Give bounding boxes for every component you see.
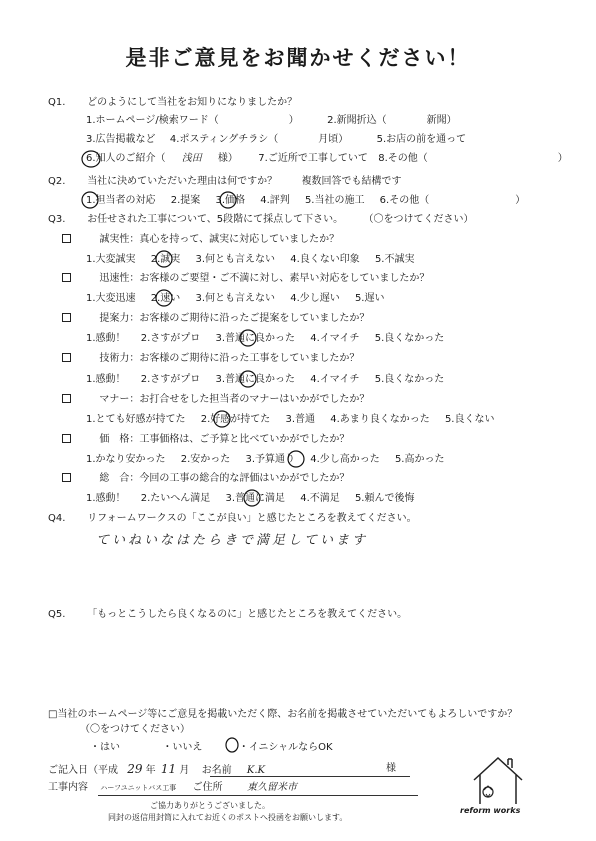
q3-item-5-heading: 価 格：工事価格は、ご予算と比べていかがでしたか？ bbox=[99, 434, 350, 445]
logo-text: reform works bbox=[460, 806, 521, 815]
footer-name[interactable]: K.K bbox=[246, 765, 265, 776]
q1-label: Q1. bbox=[48, 97, 66, 108]
q2-note: 複数回答でも結構です bbox=[301, 176, 402, 187]
q3-row bbox=[48, 214, 474, 226]
q3-item-3-circle-mark bbox=[238, 369, 258, 389]
q1-question: どのようにして当社をお知りになりましたか？ bbox=[87, 97, 298, 108]
footer-work-row bbox=[48, 782, 297, 794]
q1-opt2[interactable]: 2.新聞折込（ bbox=[327, 115, 387, 126]
q3-item-heading bbox=[62, 234, 339, 246]
q3-item-0-opt5[interactable]: 5.不誠実 bbox=[374, 254, 415, 265]
q2-opt5[interactable]: 5.当社の施工 bbox=[304, 195, 365, 206]
q3-item-checkbox[interactable] bbox=[62, 353, 71, 362]
q3-item-options bbox=[86, 333, 444, 345]
consent-initials-circle-mark bbox=[224, 736, 240, 754]
q3-item-checkbox[interactable] bbox=[62, 273, 71, 282]
q2-opt6[interactable]: 6.その他（ bbox=[379, 195, 430, 206]
q3-item-4-opt3[interactable]: 3.普通 bbox=[285, 414, 316, 425]
q2-opt3[interactable]: 3.価格 bbox=[215, 195, 246, 206]
q1-opt3[interactable]: 3.広告掲載など bbox=[86, 134, 156, 145]
footer-sama: 様 bbox=[386, 763, 396, 774]
consent-instruction: （〇をつけてください） bbox=[80, 724, 190, 735]
q3-item-1-opt4[interactable]: 4.少し遅い bbox=[290, 293, 340, 304]
q1-opt5[interactable]: 5.お店の前を通って bbox=[376, 134, 467, 145]
q3-item-0-circle-mark bbox=[154, 249, 174, 269]
q3-item-3-opt3[interactable]: 3.普通に良かった bbox=[215, 374, 296, 385]
q3-item-4-heading: マナー：お打合せをした担当者のマナーはいかがでしたか？ bbox=[99, 394, 370, 405]
q4-answer[interactable]: ていねいなはたらきで満足しています bbox=[96, 533, 369, 548]
q3-item-1-opt1[interactable]: 1.大変迅速 bbox=[86, 293, 136, 304]
q3-item-options bbox=[86, 414, 494, 426]
q3-item-checkbox[interactable] bbox=[62, 434, 71, 443]
q3-item-3-opt1[interactable]: 1.感動！ bbox=[86, 374, 126, 385]
footer-work-label: 工事内容 bbox=[48, 782, 88, 793]
q4-label: Q4. bbox=[48, 513, 66, 524]
q3-item-heading bbox=[62, 434, 349, 446]
q1-options-row2 bbox=[86, 134, 466, 146]
q3-item-2-opt3[interactable]: 3.普通に良かった bbox=[215, 333, 296, 344]
q3-item-2-circle-mark bbox=[238, 328, 258, 348]
consent-no[interactable]: ・いいえ bbox=[162, 742, 203, 753]
q1-opt6-end: 様） bbox=[217, 153, 238, 164]
q5-label: Q5. bbox=[48, 609, 66, 620]
q3-item-checkbox[interactable] bbox=[62, 473, 71, 482]
q2-options bbox=[86, 195, 525, 207]
q3-item-options bbox=[86, 374, 444, 386]
q1-options-row1 bbox=[86, 115, 457, 127]
footer-year[interactable]: 29 bbox=[127, 762, 143, 776]
q3-item-5-opt2[interactable]: 2.安かった bbox=[180, 454, 231, 465]
q3-item-checkbox[interactable] bbox=[62, 313, 71, 322]
q3-item-5-opt4[interactable]: 4.少し高かった bbox=[310, 454, 380, 465]
footer-address[interactable]: 東久留米市 bbox=[247, 782, 298, 793]
q1-opt7[interactable]: 7.ご近所で工事していて bbox=[258, 153, 368, 164]
q3-item-checkbox[interactable] bbox=[62, 234, 71, 243]
q1-row bbox=[48, 97, 297, 109]
q3-item-5-opt5[interactable]: 5.高かった bbox=[394, 454, 445, 465]
q3-item-6-opt3[interactable]: 3.普通に満足 bbox=[225, 493, 286, 504]
q3-item-options bbox=[86, 293, 384, 305]
q1-opt6-circle-mark bbox=[80, 149, 102, 169]
q3-item-4-opt5[interactable]: 5.良くない bbox=[444, 414, 495, 425]
q1-opt2-end: 新聞） bbox=[426, 115, 457, 126]
q3-label: Q3. bbox=[48, 214, 66, 225]
q3-item-5-circle-mark bbox=[286, 449, 306, 469]
q3-item-0-opt2[interactable]: 2.誠実 bbox=[150, 254, 181, 265]
q3-item-3-opt4[interactable]: 4.イマイチ bbox=[310, 374, 360, 385]
q1-opt8-end: ） bbox=[557, 153, 568, 164]
q3-item-5-opt1[interactable]: 1.かなり安かった bbox=[86, 454, 166, 465]
q2-opt1[interactable]: 1.担当者の対応 bbox=[86, 195, 156, 206]
footer-address-underline bbox=[98, 795, 418, 796]
footer-month[interactable]: 11 bbox=[160, 762, 177, 776]
q3-item-3-heading: 技術力：お客様のご期待に沿った工事をしていましたか？ bbox=[99, 353, 360, 364]
q3-item-1-opt5[interactable]: 5.遅い bbox=[354, 293, 385, 304]
q5-question: 「もっとこうしたら良くなるのに」と感じたところを教えてください。 bbox=[87, 609, 408, 620]
footer-thanks1: ご協力ありがとうございました。 bbox=[150, 801, 270, 810]
q5-row bbox=[48, 609, 407, 621]
q1-opt1[interactable]: 1.ホームページ/検索ワード（ bbox=[86, 115, 219, 126]
q3-item-6-heading: 総 合：今回の工事の総合的な評価はいかがでしたか？ bbox=[99, 473, 350, 484]
q3-item-2-heading: 提案力：お客様のご期待に沿ったご提案をしていましたか？ bbox=[99, 313, 370, 324]
q3-question: お任せされた工事について、5段階にて採点して下さい。 bbox=[87, 214, 344, 225]
q1-opt4[interactable]: 4.ポスティングチラシ（ bbox=[169, 134, 279, 145]
footer-date-row bbox=[48, 763, 265, 777]
q3-item-4-circle-mark bbox=[212, 409, 232, 429]
q1-opt6[interactable]: 6.知人のご紹介（ bbox=[86, 153, 166, 164]
q4-row bbox=[48, 513, 417, 525]
q3-item-4-opt4[interactable]: 4.あまり良くなかった bbox=[330, 414, 430, 425]
q4-question: リフォームワークスの「ここが良い」と感じたところを教えてください。 bbox=[87, 513, 417, 524]
q3-item-2-opt4[interactable]: 4.イマイチ bbox=[310, 333, 360, 344]
q3-item-0-opt4[interactable]: 4.良くない印象 bbox=[290, 254, 360, 265]
consent-question: □当社のホームページ等にご意見を掲載いただく際、お名前を掲載させていただいてもよろしいですか？ bbox=[48, 709, 518, 720]
q3-note: （〇をつけてください） bbox=[363, 214, 474, 225]
q3-item-5-opt3[interactable]: 3.予算通り bbox=[245, 454, 296, 465]
q3-item-heading bbox=[62, 394, 369, 406]
q3-item-6-opt2[interactable]: 2.たいへん満足 bbox=[140, 493, 211, 504]
q3-item-heading bbox=[62, 273, 429, 285]
q3-item-checkbox[interactable] bbox=[62, 394, 71, 403]
q2-opt4[interactable]: 4.評判 bbox=[260, 195, 290, 206]
q3-item-6-opt5[interactable]: 5.頼んで後悔 bbox=[354, 493, 415, 504]
q2-opt3-circle-mark bbox=[218, 190, 238, 210]
q3-item-6-opt1[interactable]: 1.感動！ bbox=[86, 493, 126, 504]
q3-item-4-opt2[interactable]: 2.好感が持てた bbox=[200, 414, 271, 425]
q3-item-2-opt5[interactable]: 5.良くなかった bbox=[374, 333, 445, 344]
q3-item-heading bbox=[62, 313, 369, 325]
footer-name-underline bbox=[210, 776, 410, 777]
q3-item-2-opt1[interactable]: 1.感動！ bbox=[86, 333, 126, 344]
footer-month-label: 月 bbox=[179, 765, 190, 776]
footer-date-label: ご記入日（平成 bbox=[48, 765, 118, 776]
q3-item-2-opt2[interactable]: 2.さすがプロ bbox=[140, 333, 201, 344]
q2-opt1-circle-mark bbox=[80, 190, 100, 210]
q3-item-1-circle-mark bbox=[154, 288, 174, 308]
footer-name-label: お名前 bbox=[201, 765, 232, 776]
q3-item-1-opt2[interactable]: 2.速い bbox=[150, 293, 181, 304]
q3-item-4-opt1[interactable]: 1.とても好感が持てた bbox=[86, 414, 186, 425]
q1-opt4-end: 月頃） bbox=[318, 134, 349, 145]
q1-opt1-end: ） bbox=[288, 115, 299, 126]
footer-thanks2: 同封の返信用封筒に入れてお近くのポストへ投函をお願いします。 bbox=[108, 813, 348, 822]
q3-item-heading bbox=[62, 473, 349, 485]
q3-item-3-opt5[interactable]: 5.良くなかった bbox=[374, 374, 445, 385]
page-title: 是非ご意見をお聞かせください！ bbox=[125, 46, 471, 70]
consent-initials[interactable]: ・イニシャルならOK bbox=[238, 742, 333, 753]
q1-opt8[interactable]: 8.その他（ bbox=[378, 153, 428, 164]
q2-opt2[interactable]: 2.提案 bbox=[170, 195, 201, 206]
q3-item-0-opt1[interactable]: 1.大変誠実 bbox=[86, 254, 136, 265]
q3-item-6-circle-mark bbox=[242, 488, 262, 508]
q2-question: 当社に決めていただいた理由は何ですか？ bbox=[87, 176, 278, 187]
footer-address-label: ご住所 bbox=[192, 782, 223, 793]
reform-works-house-logo-icon bbox=[468, 750, 528, 810]
q2-row bbox=[48, 176, 402, 188]
consent-options bbox=[90, 742, 333, 754]
q3-item-6-opt4[interactable]: 4.不満足 bbox=[300, 493, 340, 504]
q2-label: Q2. bbox=[48, 176, 66, 187]
q3-item-1-opt3[interactable]: 3.何とも言えない bbox=[195, 293, 276, 304]
q3-item-1-heading: 迅速性：お客様のご要望・ご不満に対し、素早い対応をしていましたか？ bbox=[99, 273, 430, 284]
q1-options-row3 bbox=[86, 153, 568, 165]
q3-item-3-opt2[interactable]: 2.さすがプロ bbox=[140, 374, 201, 385]
q2-end: ） bbox=[515, 195, 526, 206]
q1-opt6-name: 浅田 bbox=[181, 153, 202, 164]
footer-year-label: 年 bbox=[145, 765, 156, 776]
q3-item-0-opt3[interactable]: 3.何とも言えない bbox=[195, 254, 276, 265]
q5-answer-area[interactable] bbox=[96, 630, 536, 690]
q3-item-options bbox=[86, 454, 444, 466]
q3-item-0-heading: 誠実性：真心を持って、誠実に対応していましたか？ bbox=[99, 234, 340, 245]
q3-item-options bbox=[86, 254, 414, 266]
consent-yes[interactable]: ・はい bbox=[90, 742, 120, 753]
q3-item-heading bbox=[62, 353, 359, 365]
footer-work[interactable]: ハーフユニットバス工事 bbox=[100, 784, 177, 792]
